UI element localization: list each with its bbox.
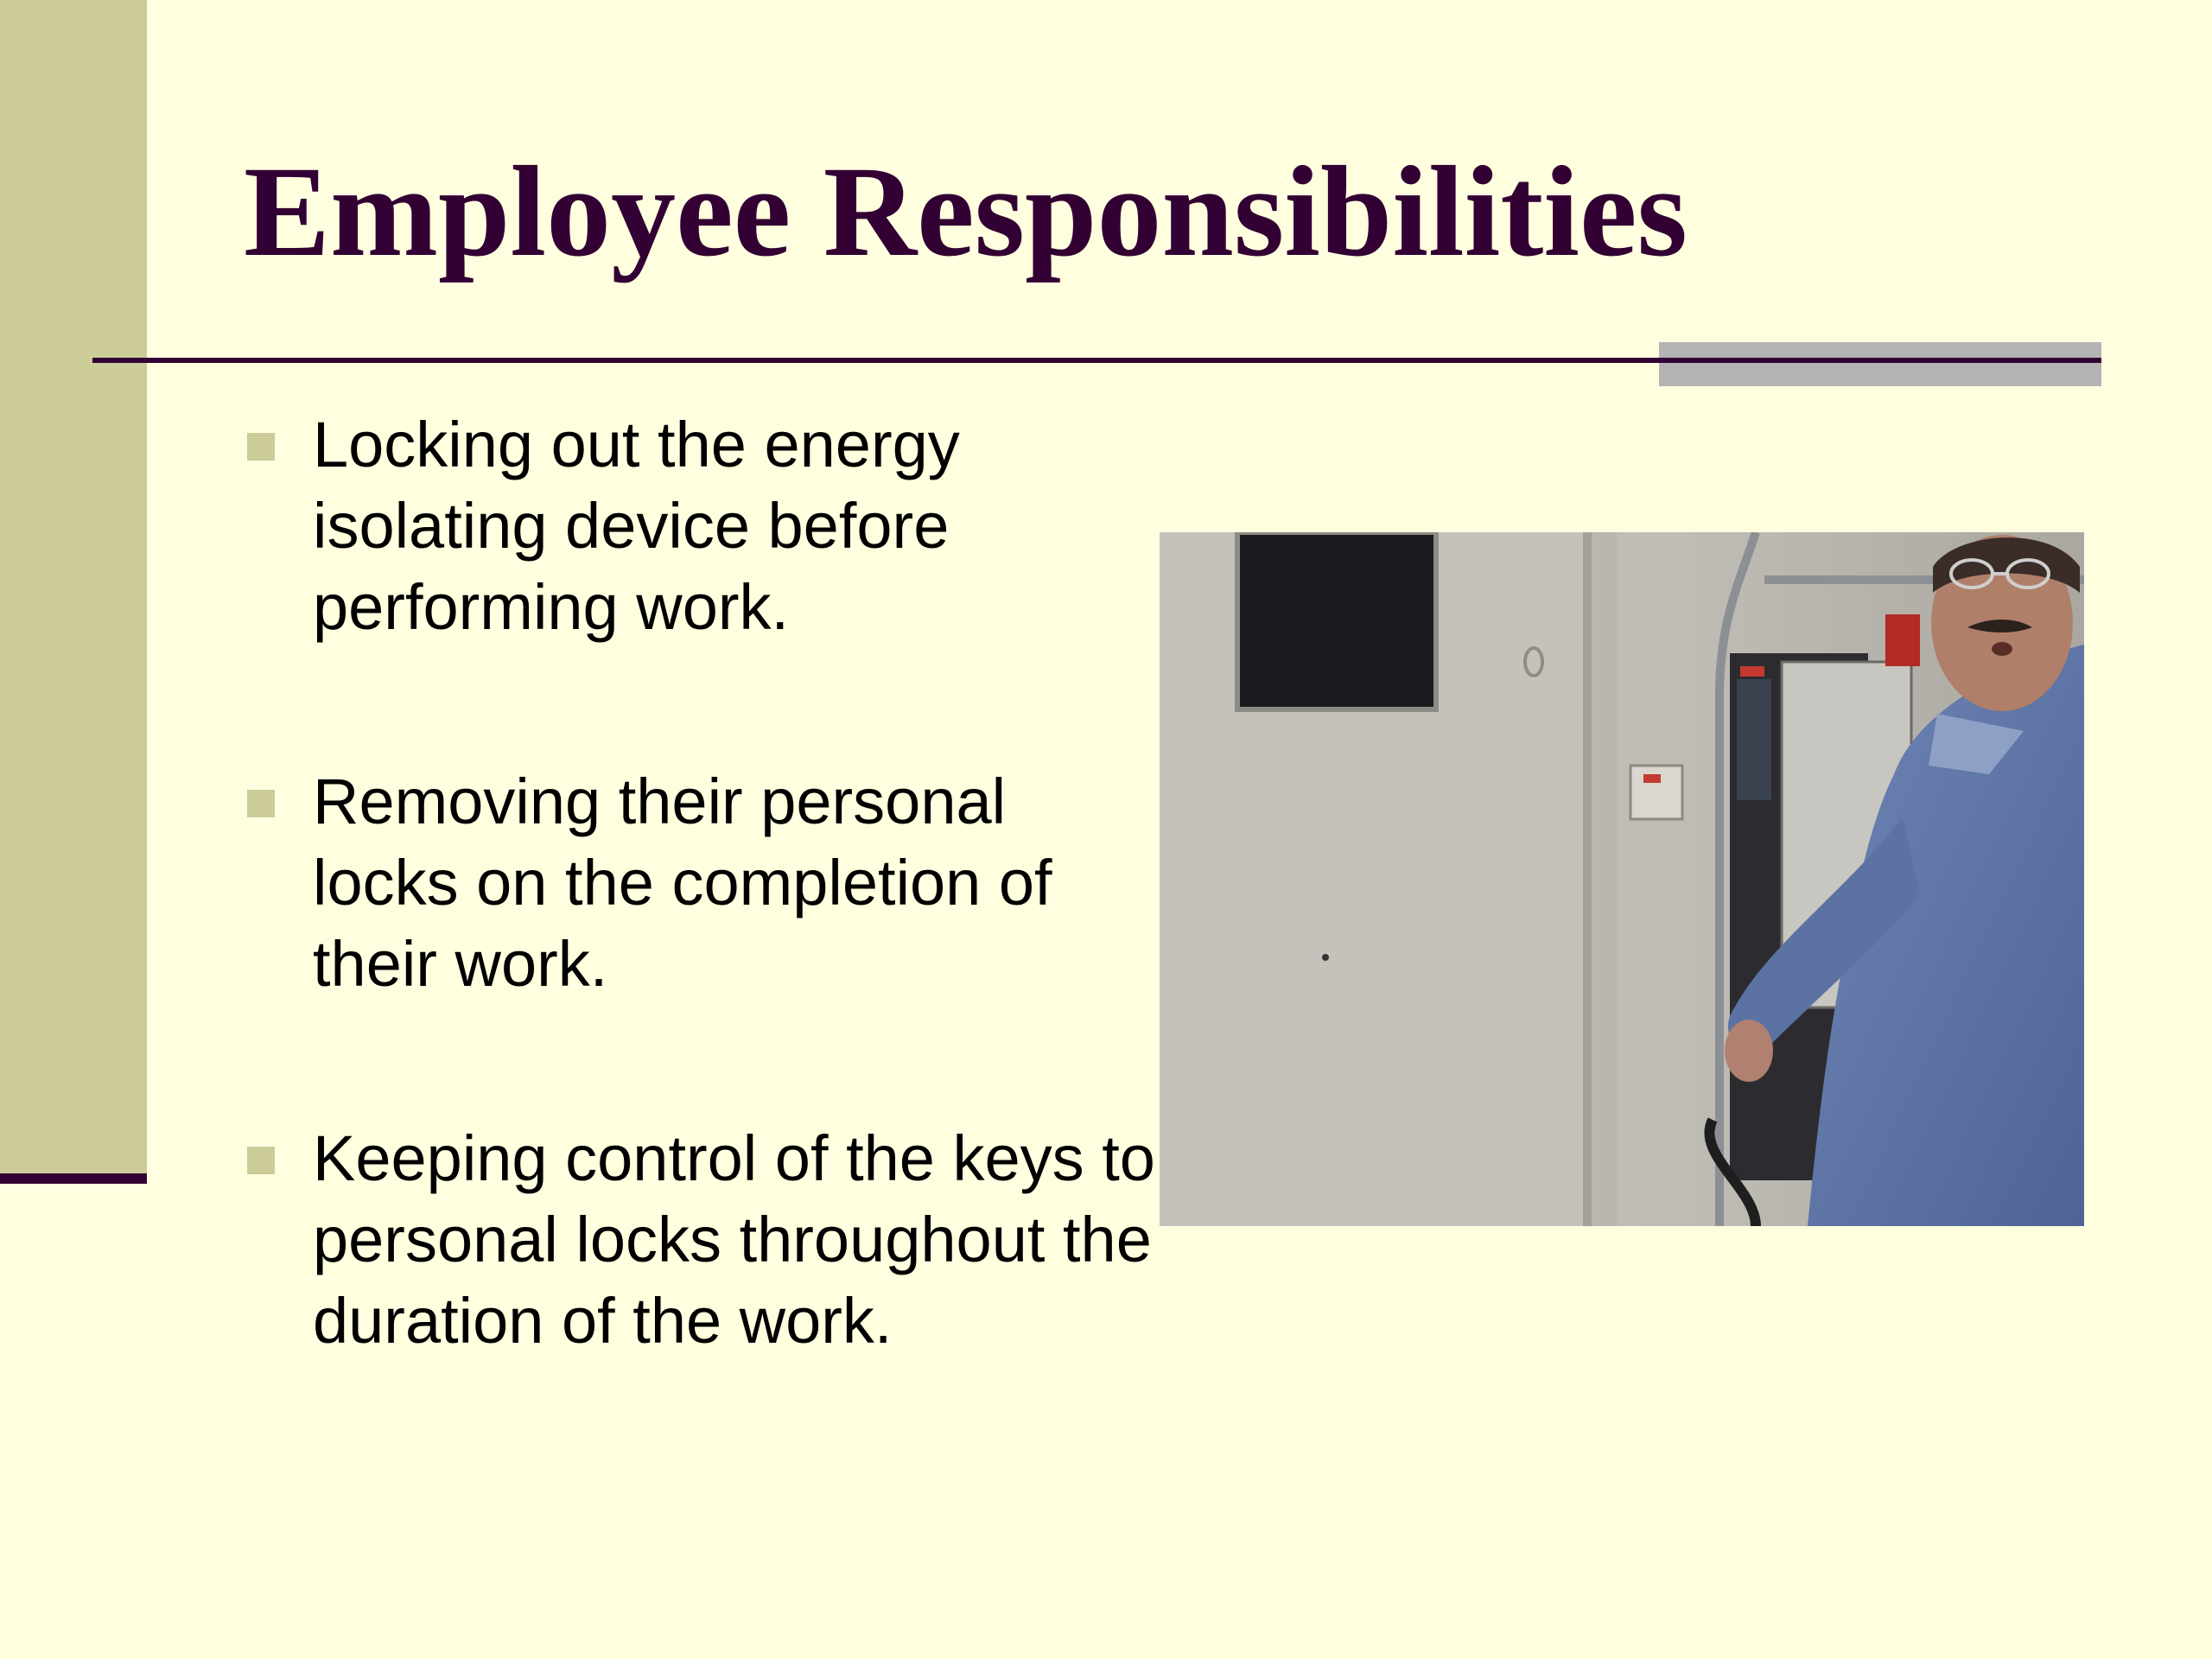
title-rule: [92, 358, 2101, 363]
left-accent-bar: [0, 0, 147, 1173]
bullet-text: Locking out the energy isolating device before performing work.: [313, 409, 960, 643]
slide-title: Employee Responsibilities: [244, 140, 1688, 283]
bullet-text: Keeping control of the keys to personal locks throughout the duration of the work.: [313, 1122, 1155, 1357]
bullet-text: Removing their personal locks on the completion of their work.: [313, 766, 1052, 1000]
left-accent-underline: [0, 1173, 147, 1184]
photo-worker-at-electrical-panel: [1160, 532, 2084, 1226]
title-gray-bar: [1659, 342, 2101, 386]
square-bullet-icon: [247, 433, 275, 461]
square-bullet-icon: [247, 790, 275, 817]
square-bullet-icon: [247, 1147, 275, 1174]
